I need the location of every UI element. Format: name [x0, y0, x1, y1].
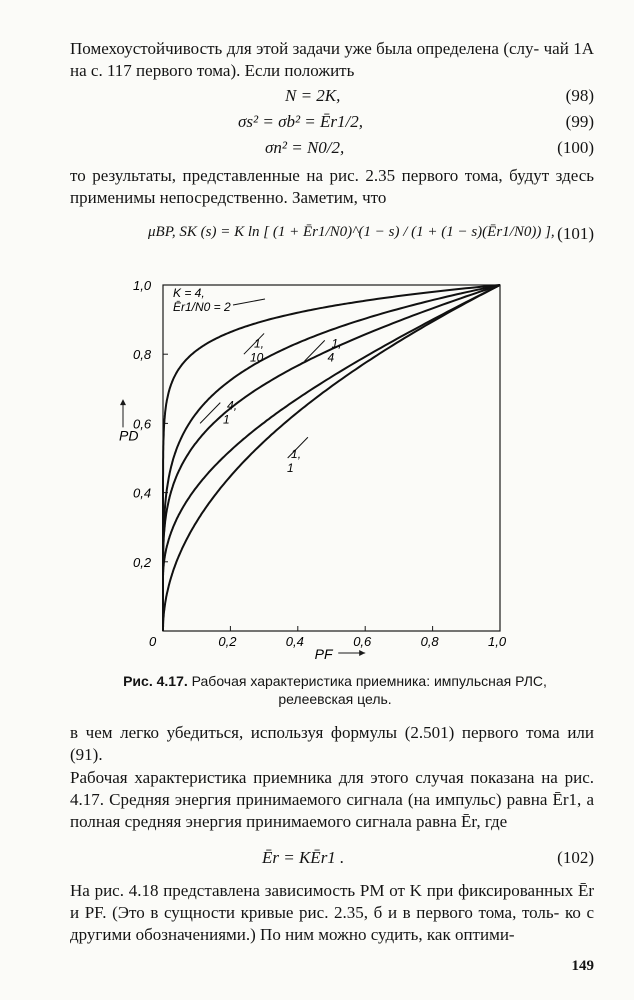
y-axis-arrowhead	[120, 399, 126, 405]
x-tick-label: 0,4	[285, 634, 304, 649]
equation-99-formula: σs² = σb² = Ēr1/2,	[238, 112, 363, 131]
equation-101-formula: μBP, SK (s) = K ln [ (1 + Ēr1/N0)^(1 − s) / (1 + (1 − s)(Ēr1/N0)) ],	[148, 224, 555, 240]
y-tick-label: 0,8	[133, 347, 152, 363]
x-tick-label: 0,8	[420, 634, 439, 649]
x-axis-arrowhead	[359, 650, 365, 656]
curve-label: 4	[327, 350, 335, 365]
paragraph-results: то результаты, представленные на рис. 2.35 первого тома, будут здесь применимы непосредственно. Заметим, что	[70, 166, 594, 207]
figure-caption	[120, 672, 550, 708]
curve-label: 1,	[253, 336, 265, 351]
chart-annotation: K = 4,	[173, 286, 205, 300]
curve-label: 1	[223, 412, 230, 427]
paragraph-intro: Помехоустойчивость для этой задачи уже была определена (слу- чай 1А на с. 117 первого тома). Если положить	[70, 39, 594, 80]
y-tick-label: 1,0	[133, 278, 152, 293]
paragraph-figure-418: На рис. 4.18 представлена зависимость PM от K при фиксированных Ēr и PF. (Это в сущности кривые рис. 2.35, б и в первого тома, толь- ко с другими обозначениями.) По ним можно судить, как оптими-	[70, 881, 594, 944]
caption-text: Рабочая характеристика приемника: импульсная РЛС, релеевская цель.	[191, 673, 547, 707]
curve-label: 1	[287, 461, 294, 475]
chart-annotation: Ēr1/N0 = 2	[173, 300, 231, 314]
y-tick-label: 0,6	[133, 416, 152, 432]
equation-102-number: (102)	[557, 848, 594, 867]
curve-label: 4,	[227, 398, 238, 413]
equation-102	[0, 848, 634, 872]
annotation-leader	[233, 299, 265, 305]
y-tick-label: 0,2	[133, 554, 152, 570]
curve-label: 1,	[291, 447, 302, 461]
chart-labels	[119, 278, 507, 662]
page-number: 149	[571, 958, 594, 974]
paragraph-verify: в чем легко убедиться, используя формулы (2.501) первого тома или (91).	[70, 723, 594, 764]
equation-99-number: (99)	[565, 112, 594, 131]
equation-102-formula: Ēr = KĒr1 .	[262, 848, 345, 867]
equation-98-number: (98)	[565, 86, 594, 105]
x-tick-label: 0,2	[218, 634, 237, 649]
equation-98-formula: N = 2K,	[285, 86, 341, 105]
x-tick-label: 0	[149, 634, 157, 649]
caption-label: Рис. 4.17.	[123, 673, 188, 689]
paragraph-roc: Рабочая характеристика приемника для этого случая показана на рис. 4.17. Средняя энергия принимаемого сигнала (на импульс) равна Ēr1, а полная средняя энергия принимаемого сигнала равна Ēr, где	[70, 768, 594, 831]
equation-101-number: (101)	[557, 224, 594, 243]
x-tick-label: 0,6	[353, 634, 372, 649]
y-axis-label: PD	[119, 427, 139, 444]
x-tick-label: 1,0	[488, 634, 507, 649]
curve-label: 1,	[331, 336, 342, 351]
equation-100-number: (100)	[557, 138, 594, 157]
y-tick-label: 0,4	[133, 485, 152, 501]
equation-100-formula: σn² = N0/2,	[265, 138, 345, 157]
x-axis-label: PF	[314, 646, 333, 662]
curve-label: 10	[249, 350, 264, 365]
